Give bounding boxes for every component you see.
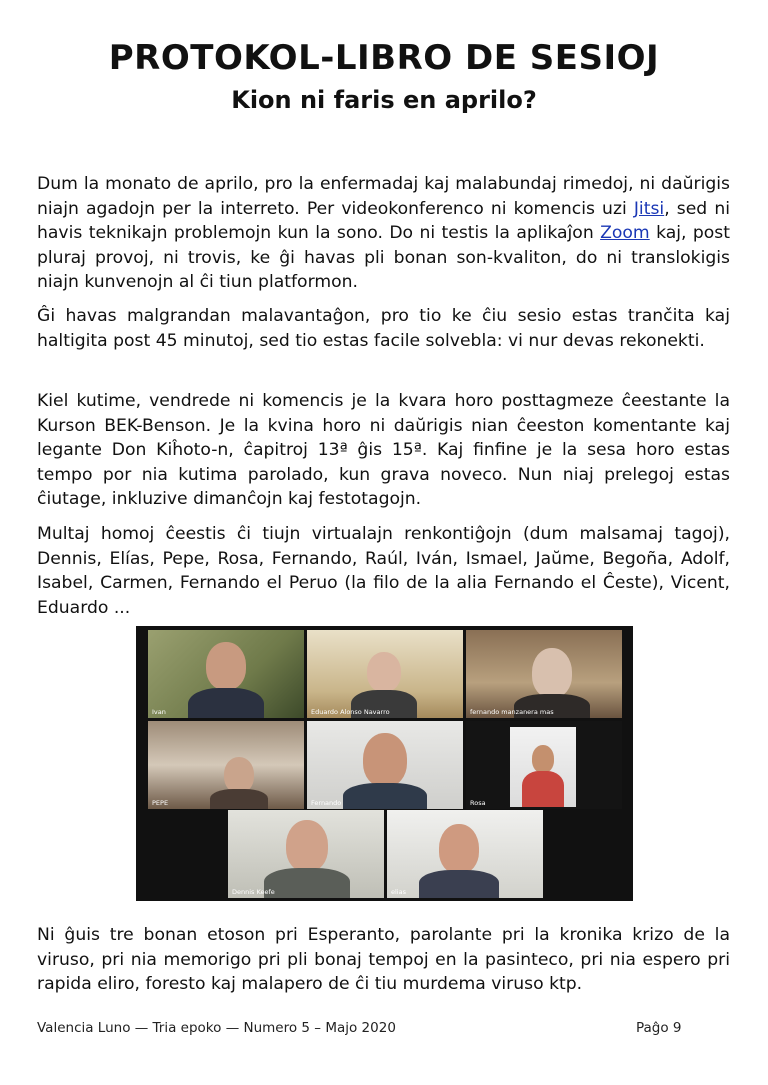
- paragraph-1: [37, 172, 730, 295]
- jitsi-link[interactable]: Jitsi: [633, 198, 665, 219]
- participant-tile: [387, 810, 543, 898]
- participant-tile: [307, 721, 463, 809]
- participant-name: PEPE: [152, 799, 169, 807]
- participant-name: Rosa: [470, 799, 486, 807]
- paragraph-5: Ni ĝuis tre bonan etoson pri Esperanto, parolante pri la kronika krizo de la viruso, pri nia memorigo pri pli bonaj tempoj en la pasinteco, pri nia espero pri rapida eliro, foresto kaj malapero de ĉi tiu murdema viruso ktp.: [37, 925, 730, 994]
- participant-tile: [228, 810, 384, 898]
- participant-name: Fernando: [311, 799, 342, 807]
- participant-name: Dennis Keefe: [232, 888, 275, 896]
- page-title: PROTOKOL-LIBRO DE SESIOJ: [108, 38, 660, 78]
- zoom-screenshot: [136, 626, 633, 901]
- paragraph-3: Kiel kutime, vendrede ni komencis je la kvara horo posttagmeze ĉeestante la Kurson BEK-Benson. Je la kvina horo ni daŭrigis nian ĉeeston komentante kaj legante Don Kiĥoto-n, ĉapitroj 13ª ĝis 15ª. Kaj finfine je la sesa horo estas tempo por nia kutima parolado, kun grava noveco. Nun niaj prelegoj estas ĉiutage, inkluzive dimanĉojn kaj festotagojn.: [37, 391, 730, 509]
- paragraph-2: Ĝi havas malgrandan malavantaĝon, pro tio ke ĉiu sesio estas trančita kaj haltigita post 45 minutoj, sed tio estas facile solvebla: vi nur devas rekonekti.: [37, 306, 730, 351]
- participant-tile: [307, 630, 463, 718]
- participant-tile: [148, 630, 304, 718]
- participant-name: fernando manzanera mas: [470, 708, 554, 716]
- paragraph-4: Multaj homoj ĉeestis ĉi tiujn virtualajn renkontiĝojn (dum malsamaj tagoj), Dennis, Elías, Pepe, Rosa, Fernando, Raúl, Iván, Ismael, Jaŭme, Begoña, Adolf, Isabel, Carmen, Fernando el Peruo (la filo de la alia Fernando el Ĉeste), Vicent, Eduardo ...: [37, 524, 730, 618]
- participant-name: Ivan: [152, 708, 166, 716]
- paragraph-1-text-a: Dum la monato de aprilo, pro la enfermadaj kaj malabundaj rimedoj, ni daŭrigis niajn agadojn per la interreto. Per videokonferenco ni komencis uzi: [37, 174, 730, 219]
- paragraph-1-text-c: kaj, post pluraj provoj, ni trovis, ke ĝi havas pli bonan son-kvaliton, do ni translokigis niajn kunvenojn al ĉi tiun platformon.: [37, 223, 730, 292]
- participant-name: elias: [391, 888, 406, 896]
- zoom-link[interactable]: Zoom: [600, 223, 650, 243]
- footer-page-number: Paĝo 9: [636, 1020, 682, 1036]
- participant-name: Eduardo Alonso Navarro: [311, 708, 390, 716]
- participant-tile: [466, 630, 622, 718]
- participant-tile: [466, 721, 622, 809]
- page-subtitle: Kion ni faris en aprilo?: [231, 86, 537, 114]
- footer-publication: Valencia Luno — Tria epoko — Numero 5 – Majo 2020: [37, 1020, 396, 1036]
- participant-tile: [148, 721, 304, 809]
- paragraph-1-text-b: , sed ni havis teknikajn problemojn kun la sono. Do ni testis la aplikaĵon: [37, 198, 730, 243]
